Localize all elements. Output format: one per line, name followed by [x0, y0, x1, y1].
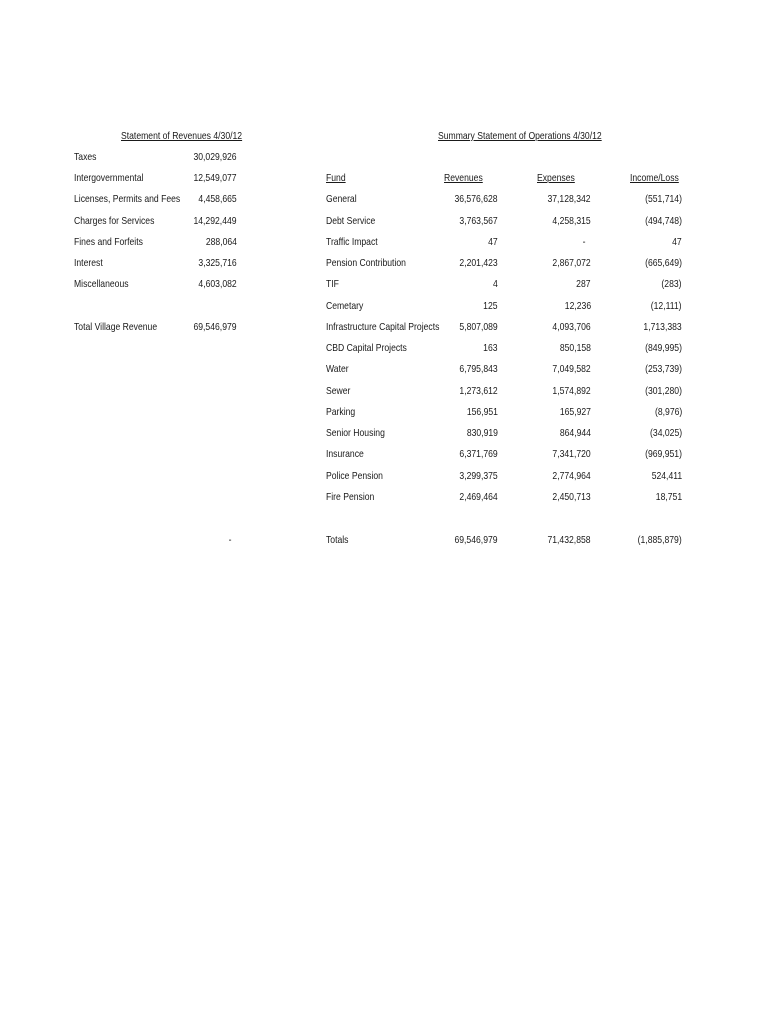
fund-expenses: 2,450,713 — [552, 491, 591, 503]
fund-income-loss: (8,976) — [654, 406, 682, 418]
fund-income-loss: 47 — [672, 236, 682, 248]
fund-expenses: 1,574,892 — [552, 385, 591, 397]
fund-expenses: 37,128,342 — [547, 193, 591, 205]
fund-revenues: 36,576,628 — [454, 193, 498, 205]
revenue-value: 14,292,449 — [193, 215, 237, 227]
fund-name: Fire Pension — [326, 491, 375, 503]
fund-name: Debt Service — [326, 215, 376, 227]
totals-expenses: 71,432,858 — [547, 534, 591, 546]
fund-name: Sewer — [326, 385, 351, 397]
fund-revenues: 156,951 — [466, 406, 498, 418]
fund-revenues: 5,807,089 — [459, 321, 498, 333]
fund-name: Senior Housing — [326, 427, 385, 439]
header-expenses: Expenses — [537, 172, 575, 184]
fund-name: General — [326, 193, 357, 205]
fund-income-loss: (665,649) — [645, 257, 682, 269]
fund-revenues: 830,919 — [466, 427, 498, 439]
fund-revenues: 47 — [488, 236, 498, 248]
fund-expenses: 7,049,582 — [552, 363, 591, 375]
fund-income-loss: (494,748) — [645, 215, 682, 227]
revenue-label: Fines and Forfeits — [74, 236, 143, 248]
fund-expenses: 850,158 — [559, 342, 591, 354]
fund-expenses: 165,927 — [559, 406, 591, 418]
fund-name: Water — [326, 363, 349, 375]
fund-expenses: 864,944 — [559, 427, 591, 439]
fund-income-loss: (301,280) — [645, 385, 682, 397]
revenue-value: 4,458,665 — [198, 193, 237, 205]
totals-income-loss: (1,885,879) — [637, 534, 682, 546]
fund-income-loss: (34,025) — [649, 427, 682, 439]
fund-name: Insurance — [326, 448, 364, 460]
fund-name: Parking — [326, 406, 356, 418]
fund-revenues: 6,795,843 — [459, 363, 498, 375]
fund-income-loss: 18,751 — [655, 491, 682, 503]
fund-expenses: 287 — [576, 278, 591, 290]
revenue-dash: - — [228, 534, 231, 546]
fund-revenues: 125 — [483, 300, 498, 312]
fund-revenues: 2,201,423 — [459, 257, 498, 269]
fund-revenues: 6,371,769 — [459, 448, 498, 460]
revenue-label: Taxes — [74, 151, 97, 163]
totals-revenues: 69,546,979 — [454, 534, 498, 546]
revenue-label: Charges for Services — [74, 215, 155, 227]
fund-revenues: 1,273,612 — [459, 385, 498, 397]
fund-revenues: 2,469,464 — [459, 491, 498, 503]
revenue-value: 288,064 — [205, 236, 237, 248]
fund-income-loss: (551,714) — [645, 193, 682, 205]
revenue-value: 3,325,716 — [198, 257, 237, 269]
fund-revenues: 3,299,375 — [459, 470, 498, 482]
fund-income-loss: (849,995) — [645, 342, 682, 354]
revenue-value: 30,029,926 — [193, 151, 237, 163]
fund-name: Pension Contribution — [326, 257, 406, 269]
fund-expenses: 2,774,964 — [552, 470, 591, 482]
fund-income-loss: (12,111) — [651, 300, 682, 312]
revenues-title: Statement of Revenues 4/30/12 — [121, 130, 243, 142]
header-revenues: Revenues — [444, 172, 483, 184]
totals-label: Totals — [326, 534, 349, 546]
fund-expenses: 4,093,706 — [552, 321, 591, 333]
total-revenue-value: 69,546,979 — [193, 321, 237, 333]
fund-name: Police Pension — [326, 470, 383, 482]
fund-revenues: 163 — [483, 342, 498, 354]
fund-expenses: 12,236 — [564, 300, 591, 312]
fund-name: TIF — [326, 278, 339, 290]
revenue-value: 4,603,082 — [198, 278, 237, 290]
fund-revenues: 3,763,567 — [459, 215, 498, 227]
header-income-loss: Income/Loss — [630, 172, 679, 184]
fund-income-loss: 1,713,383 — [643, 321, 682, 333]
revenue-label: Interest — [74, 257, 103, 269]
fund-expenses: 7,341,720 — [552, 448, 591, 460]
fund-revenues: 4 — [493, 278, 498, 290]
revenue-label: Miscellaneous — [74, 278, 129, 290]
fund-name: Infrastructure Capital Projects — [326, 321, 440, 333]
operations-title: Summary Statement of Operations 4/30/12 — [438, 130, 602, 142]
fund-income-loss: (283) — [661, 278, 682, 290]
fund-expenses: 4,258,315 — [552, 215, 591, 227]
fund-income-loss: (253,739) — [645, 363, 682, 375]
fund-name: Cemetary — [326, 300, 364, 312]
revenue-label: Intergovernmental — [74, 172, 144, 184]
revenue-label: Licenses, Permits and Fees — [74, 193, 181, 205]
fund-income-loss: 524,411 — [651, 470, 682, 482]
fund-income-loss: (969,951) — [645, 448, 682, 460]
fund-expenses: 2,867,072 — [552, 257, 591, 269]
total-revenue-label: Total Village Revenue — [74, 321, 158, 333]
header-fund: Fund — [326, 172, 346, 184]
fund-name: Traffic Impact — [326, 236, 378, 248]
fund-name: CBD Capital Projects — [326, 342, 407, 354]
revenue-value: 12,549,077 — [193, 172, 237, 184]
fund-expenses: - — [582, 236, 585, 248]
